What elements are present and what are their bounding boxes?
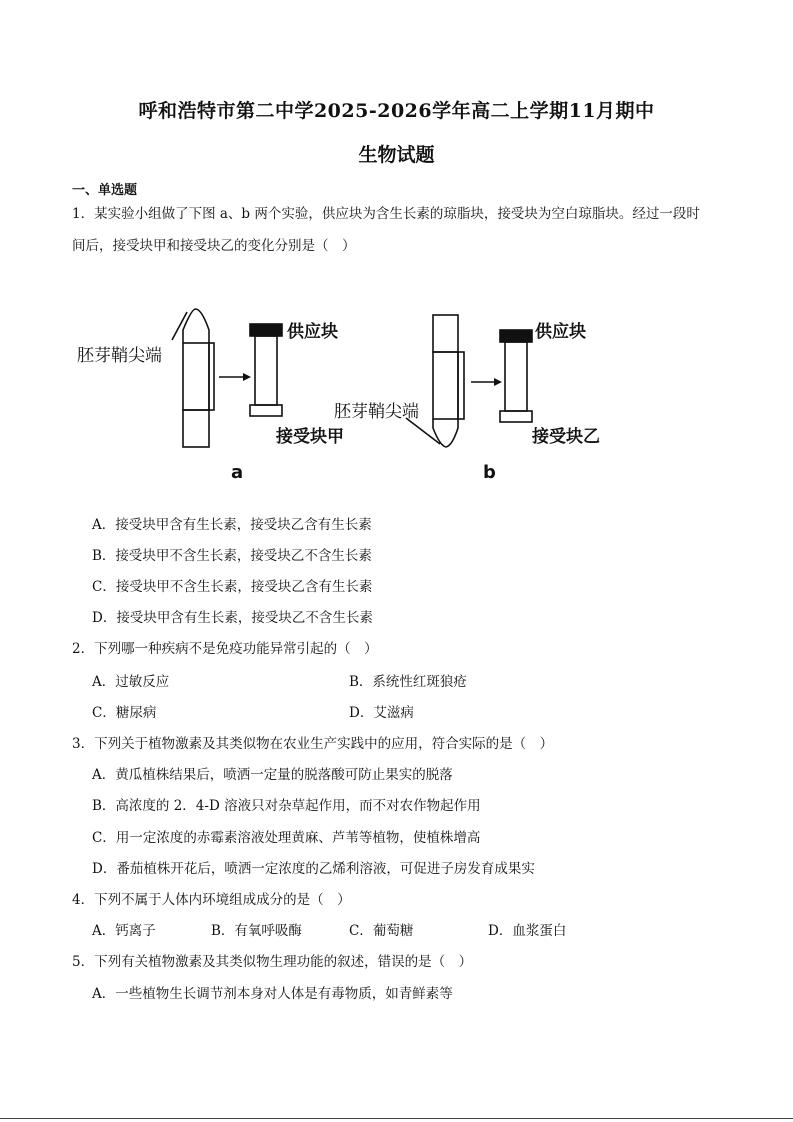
label-supply-a: 供应块 xyxy=(287,322,338,342)
receive-block-a xyxy=(250,405,282,416)
question-1-text-line-2: 间后，接受块甲和接受块乙的变化分别是（ ） xyxy=(72,238,356,254)
supply-block-b xyxy=(500,330,532,342)
arrow-a-head xyxy=(243,373,251,381)
arrow-b-head xyxy=(494,378,502,386)
section-heading: 一、单选题 xyxy=(72,183,138,198)
question-4-text: 4．下列不属于人体内环境组成成分的是（ ） xyxy=(72,892,351,908)
q1-option-c[interactable]: C．接受块甲不含生长素，接受块乙含有生长素 xyxy=(92,579,373,595)
coleoptile-a-side-block xyxy=(209,343,214,410)
caption-a: a xyxy=(231,462,244,483)
coleoptile-b-tip xyxy=(433,419,458,447)
caption-b: b xyxy=(483,462,496,483)
coleoptile-a-base xyxy=(183,410,209,447)
document-title: 呼和浩特市第二中学2025-2026学年高二上学期11月期中 xyxy=(138,100,655,122)
coleoptile-b-segment xyxy=(433,352,458,419)
document-subtitle: 生物试题 xyxy=(358,144,435,166)
label-tip-b: 胚芽鞘尖端 xyxy=(334,402,419,422)
q4-option-c[interactable]: C．葡萄糖 xyxy=(349,923,414,939)
q1-option-b[interactable]: B．接受块甲不含生长素，接受块乙不含生长素 xyxy=(92,548,372,564)
label-supply-b: 供应块 xyxy=(535,322,586,342)
q2-option-b[interactable]: B．系统性红斑狼疮 xyxy=(349,674,467,690)
coleoptile-b-base xyxy=(433,315,458,352)
q2-option-c[interactable]: C．糖尿病 xyxy=(92,705,157,721)
q3-option-c[interactable]: C．用一定浓度的赤霉素溶液处理黄麻、芦苇等植物，使植株增高 xyxy=(92,830,481,846)
q2-option-a[interactable]: A．过敏反应 xyxy=(92,674,170,690)
question-5-text: 5．下列有关植物激素及其类似物生理功能的叙述，错误的是（ ） xyxy=(72,954,473,970)
question-2-text: 2．下列哪一种疾病不是免疫功能异常引起的（ ） xyxy=(72,641,378,657)
q4-option-b[interactable]: B．有氧呼吸酶 xyxy=(211,923,302,939)
q3-option-a[interactable]: A．黄瓜植株结果后，喷洒一定量的脱落酸可防止果实的脱落 xyxy=(92,767,453,783)
question-3-text: 3．下列关于植物激素及其类似物在农业生产实践中的应用，符合实际的是（ ） xyxy=(72,736,554,752)
stem-a xyxy=(255,336,277,405)
q1-option-d[interactable]: D．接受块甲含有生长素，接受块乙不含生长素 xyxy=(92,610,373,626)
q4-option-a[interactable]: A．钙离子 xyxy=(92,923,156,939)
page-bottom-rule xyxy=(0,1118,793,1119)
label-receive-b: 接受块乙 xyxy=(532,427,600,447)
supply-block-a xyxy=(250,324,282,336)
q2-option-d[interactable]: D．艾滋病 xyxy=(349,705,414,721)
q3-option-d[interactable]: D．番茄植株开花后，喷洒一定浓度的乙烯利溶液，可促进子房发育成果实 xyxy=(92,861,535,877)
label-tip-a: 胚芽鞘尖端 xyxy=(77,346,162,366)
question-1-figure xyxy=(72,300,632,490)
q3-option-b[interactable]: B．高浓度的 2．4-D 溶液只对杂草起作用，而不对农作物起作用 xyxy=(92,798,481,814)
stem-b xyxy=(505,342,527,411)
q1-option-a[interactable]: A．接受块甲含有生长素，接受块乙含有生长素 xyxy=(92,517,372,533)
question-1-text-line-1: 1．某实验小组做了下图 a、b 两个实验，供应块为含生长素的琼脂块，接受块为空白琼脂块。经过一段时 xyxy=(72,206,700,222)
receive-block-b xyxy=(500,411,532,422)
label-receive-a: 接受块甲 xyxy=(276,427,344,447)
coleoptile-a-segment xyxy=(183,343,209,410)
coleoptile-b-side-block xyxy=(458,352,464,419)
q5-option-a[interactable]: A．一些植物生长调节剂本身对人体是有毒物质，如青鲜素等 xyxy=(92,986,453,1002)
coleoptile-a-tip xyxy=(183,309,209,343)
q4-option-d[interactable]: D．血浆蛋白 xyxy=(488,923,567,939)
